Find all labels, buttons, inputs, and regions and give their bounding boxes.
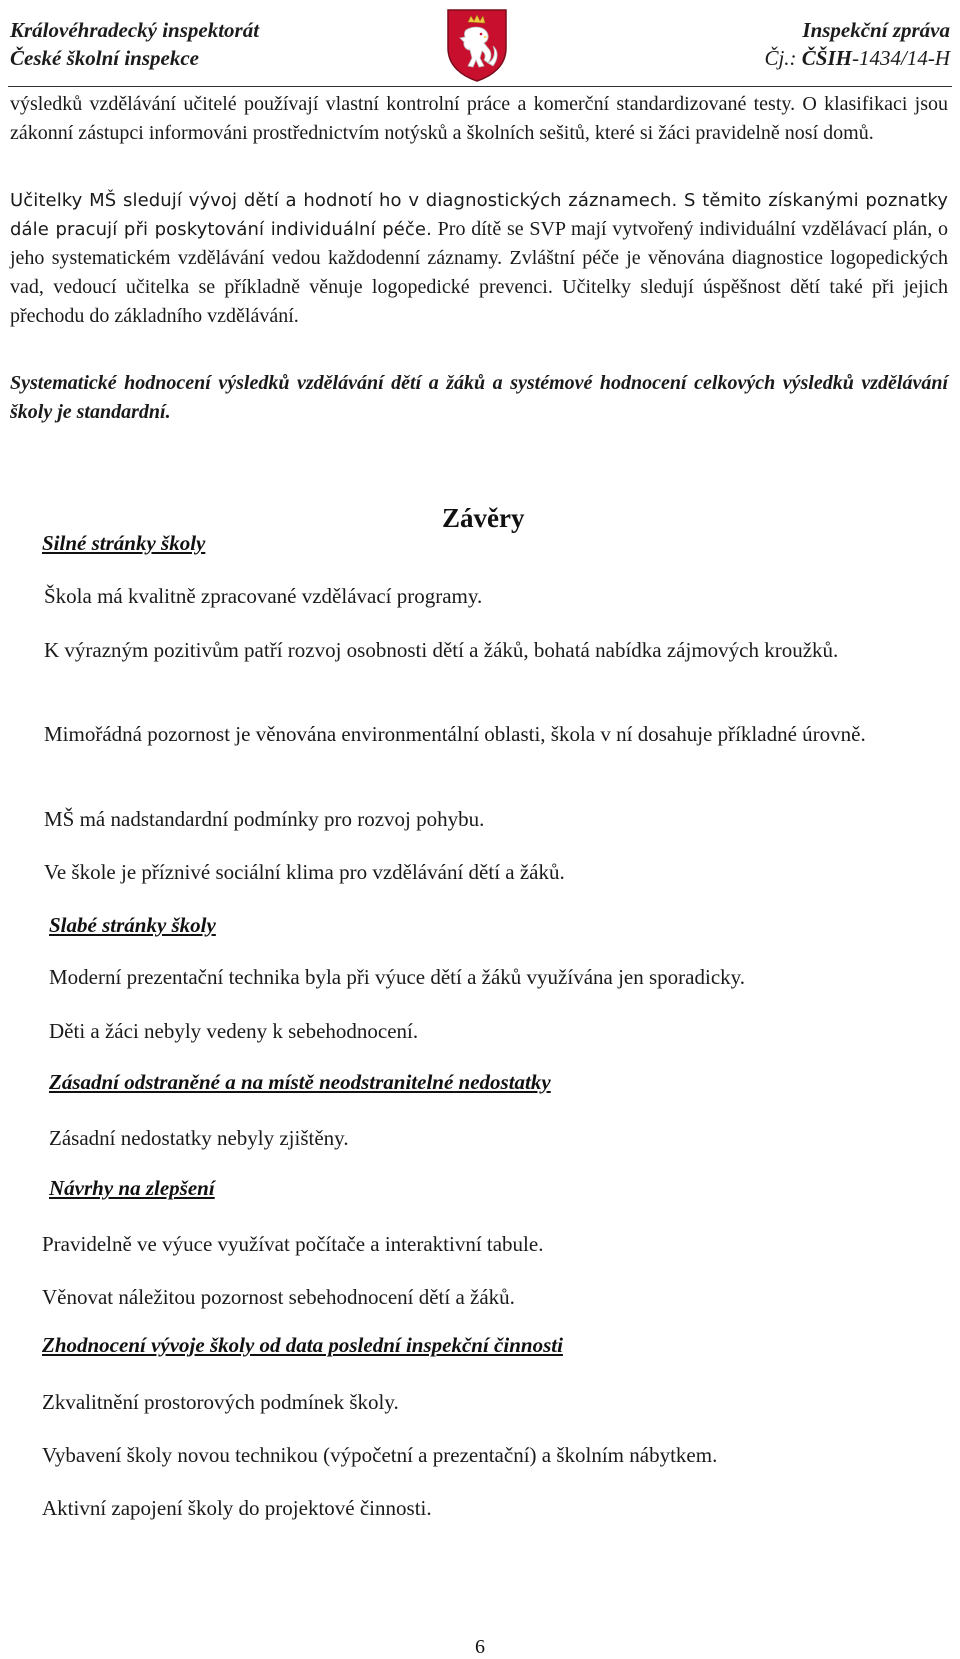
improvement-item: Věnovat náležitou pozornost sebehodnocení dětí a žáků.	[42, 1285, 515, 1309]
strength-item: Škola má kvalitně zpracované vzdělávací programy.	[44, 584, 483, 608]
header-divider	[8, 86, 952, 87]
weakness-item: Děti a žáci nebyly vedeny k sebehodnocení.	[49, 1019, 419, 1043]
strengths-heading: Silné stránky školy	[42, 531, 206, 555]
weaknesses-heading: Slabé stránky školy	[49, 913, 216, 937]
conclusions-title: Závěry	[442, 503, 525, 533]
improvements-heading: Návrhy na zlepšení	[49, 1176, 215, 1200]
header-organization	[10, 16, 259, 72]
paragraph-kindergarten: Učitelky MŠ sledují vývoj dětí a hodnotí ho v diagnostických záznamech. S těmito získanými poznatky dále pracují při poskytování individuální péče. Pro dítě se SVP mají vytvořený individuální vzdělávací plán, o jeho systematickém vzdělávání vedou každodenní záznamy. Zvláštní péče je věnována diagnostice logopedických vad, vedoucí učitelka se příkladně věnuje logopedické prevenci. Učitelky sledují úspěšnost dětí také při jejich přechodu do základního vzdělávání.	[10, 190, 948, 327]
lion-coat-of-arms-icon	[446, 8, 508, 82]
header-reference-number: Čj.: ČŠIH-1434/14-H	[764, 46, 950, 70]
header-inspectorate: Královéhradecký inspektorát	[10, 18, 260, 42]
development-heading: Zhodnocení vývoje školy od data poslední inspekční činnosti	[42, 1333, 563, 1357]
strength-item: Ve škole je příznivé sociální klima pro vzdělávání dětí a žáků.	[44, 860, 565, 884]
development-item: Aktivní zapojení školy do projektové činnosti.	[42, 1496, 432, 1520]
weakness-item: Moderní prezentační technika byla při výuce dětí a žáků využívána jen sporadicky.	[49, 965, 746, 989]
paragraph-evaluation-summary: Systematické hodnocení výsledků vzdělávání dětí a žáků a systémové hodnocení celkových výsledků vzdělávání školy je standardní.	[10, 372, 948, 423]
strength-item: Mimořádná pozornost je věnována environmentální oblasti, škola v ní dosahuje příkladné úrovně.	[44, 722, 866, 746]
header-report-title: Inspekční zpráva	[802, 18, 950, 42]
header-report-info	[764, 16, 950, 72]
strength-item: K výrazným pozitivům patří rozvoj osobnosti dětí a žáků, bohatá nabídka zájmových kroužků.	[44, 638, 839, 662]
page-number: 6	[475, 1636, 485, 1658]
development-item: Vybavení školy novou technikou (výpočetní a prezentační) a školním nábytkem.	[42, 1443, 718, 1467]
deficiency-item: Zásadní nedostatky nebyly zjištěny.	[49, 1126, 349, 1150]
deficiencies-heading: Zásadní odstraněné a na místě neodstranitelné nedostatky	[49, 1070, 551, 1094]
development-item: Zkvalitnění prostorových podmínek školy.	[42, 1390, 399, 1414]
header-inspection-body: České školní inspekce	[10, 46, 199, 70]
page-header	[10, 8, 950, 82]
strength-item: MŠ má nadstandardní podmínky pro rozvoj pohybu.	[44, 807, 485, 831]
paragraph-assessment: výsledků vzdělávání učitelé používají vlastní kontrolní práce a komerční standardizované testy. O klasifikaci jsou zákonní zástupci informováni prostřednictvím notýsků a školních sešitů, které si žáci pravidelně nosí domů.	[10, 93, 948, 144]
improvement-item: Pravidelně ve výuce využívat počítače a interaktivní tabule.	[42, 1232, 544, 1256]
